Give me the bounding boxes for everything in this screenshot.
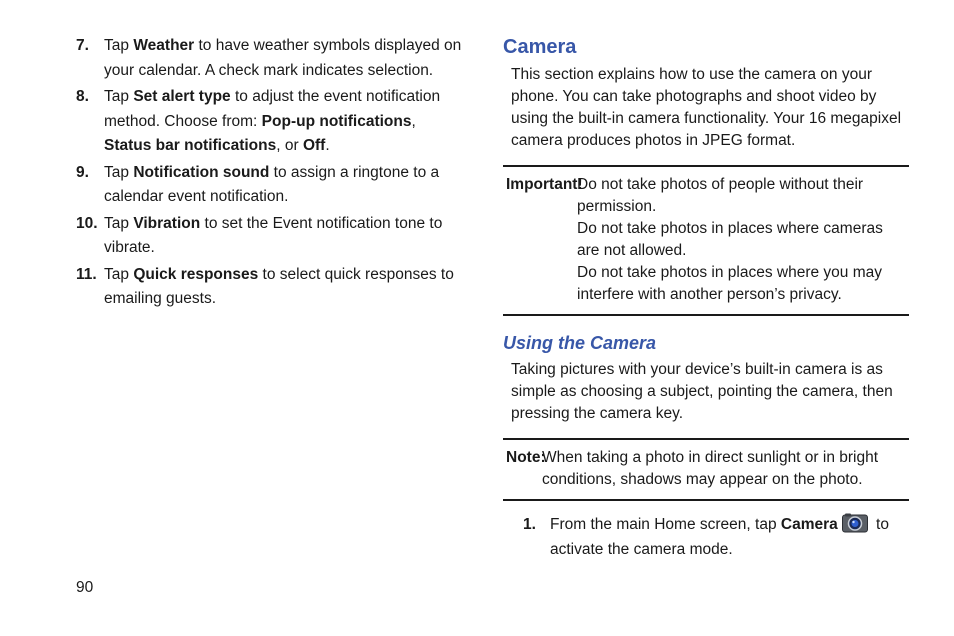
step-text: Tap — [104, 214, 134, 232]
using-camera-para: Taking pictures with your device’s built-in camera is as simple as choosing a subject, pointing the camera, then pressing the camera key. — [511, 361, 893, 422]
list-item — [76, 212, 466, 261]
step-bold-camera: Camera — [780, 516, 838, 533]
step-bold-term: Vibration — [133, 214, 201, 232]
camera-intro: This section explains how to use the camera on your phone. You can take photographs and shoot video by using the built-in camera functionality. Your 16 megapixel camera produces photos in JPEG format. — [511, 66, 902, 149]
step-text-after: to activate the camera mode. — [550, 516, 889, 558]
list-item — [76, 161, 466, 210]
step-bold-term: Set alert type — [133, 88, 231, 105]
step-bold-term: Quick responses — [133, 265, 259, 283]
note-label: Note: — [506, 449, 546, 466]
step-bold-term: Notification sound — [133, 163, 270, 181]
section-heading-camera: Camera — [503, 36, 577, 58]
step-text: , — [411, 112, 416, 130]
note-callout — [503, 438, 909, 501]
important-line: Do not take photos in places where cameras are not allowed. — [577, 220, 883, 259]
step-number: 7. — [76, 37, 89, 54]
left-column — [76, 34, 466, 314]
step-text: Tap — [104, 163, 134, 181]
step-text: to set the Event notification tone to vibrate. — [104, 214, 443, 256]
step-number: 9. — [76, 163, 89, 181]
important-line: Do not take photos in places where you may interfere with another person’s privacy. — [577, 264, 883, 303]
important-callout — [503, 165, 909, 316]
step-text: to select quick responses to emailing guests. — [104, 265, 454, 307]
list-item — [76, 85, 466, 159]
step-text: Tap — [104, 37, 134, 54]
step-text: to adjust the event notification method. Choose from: — [104, 88, 441, 130]
step-bold-term: Pop-up notifications — [261, 112, 412, 130]
step-text-before: From the main Home screen, tap — [550, 516, 781, 533]
step-bold-term: Off — [302, 137, 326, 154]
subheading-using-camera: Using the Camera — [503, 333, 657, 353]
step-text: , or — [276, 137, 303, 154]
right-column — [503, 34, 909, 564]
step-bold-term: Status bar notifications — [104, 137, 277, 154]
camera-app-icon — [842, 513, 868, 533]
step-text: to have weather symbols displayed on your calendar. A check mark indicates selection. — [104, 37, 462, 79]
important-label: Important! — [506, 176, 583, 193]
page-number: 90 — [76, 579, 94, 596]
important-row — [506, 174, 909, 306]
step-number: 8. — [76, 88, 89, 105]
step-text: Tap — [104, 88, 134, 105]
step-number: 10. — [76, 214, 98, 232]
step-text: . — [325, 137, 330, 154]
camera-step-1 — [523, 513, 909, 562]
step-bold-term: Weather — [133, 37, 195, 54]
list-item — [76, 263, 466, 312]
note-row — [506, 447, 909, 491]
step-text: to assign a ringtone to a calendar event notification. — [104, 163, 440, 205]
list-item — [76, 34, 466, 83]
step-number: 1. — [523, 516, 536, 533]
step-number: 11. — [76, 265, 97, 283]
step-text: Tap — [104, 265, 134, 283]
note-text: When taking a photo in direct sunlight or in bright conditions, shadows may appear on the photo. — [542, 449, 879, 488]
important-line: Do not take photos of people without their permission. — [577, 176, 864, 215]
